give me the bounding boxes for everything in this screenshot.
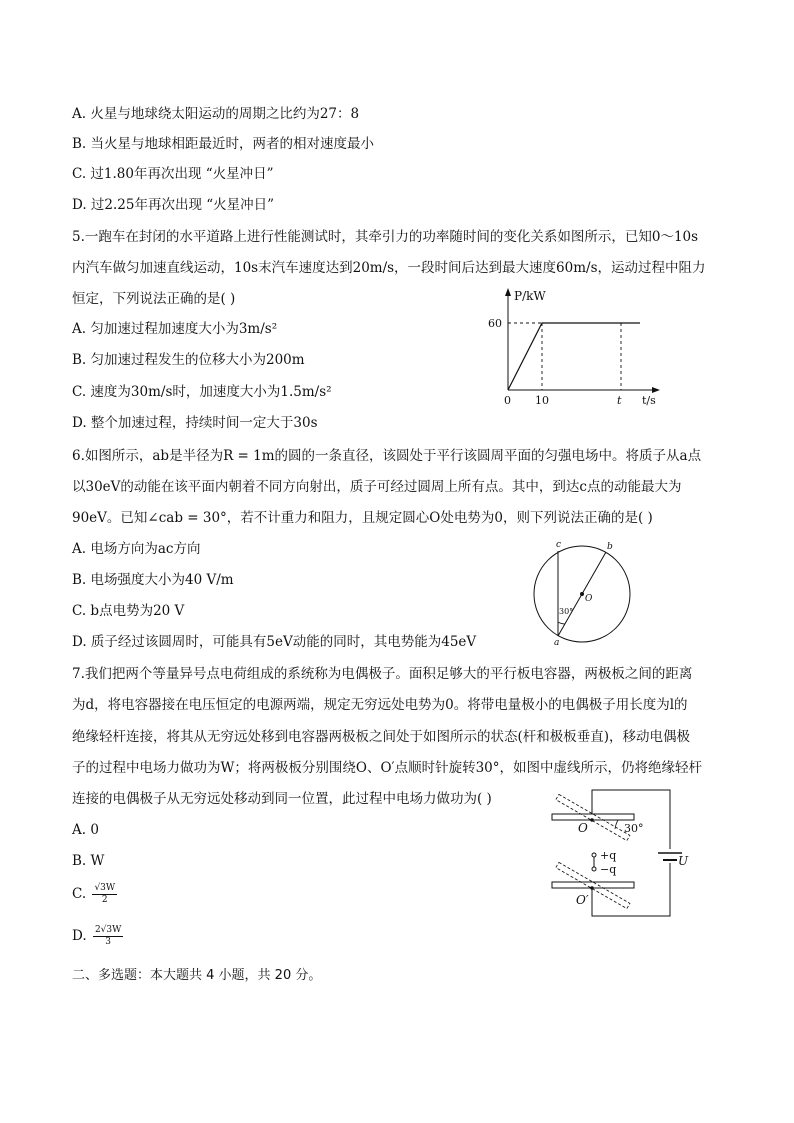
q4-option-a: A. 火星与地球绕太阳运动的周期之比约为27：8 [72, 106, 360, 122]
q6-stem-line3: 90eV。已知∠cab = 30°，若不计重力和阻力，且规定圆心O处电势为0，则下列说法正确的是( ) [72, 510, 653, 526]
graph-x-label: t/s [642, 394, 656, 407]
graph-y-label: P/kW [514, 289, 546, 303]
section-2-header: 二、多选题：本大题共 4 小题，共 20 分。 [72, 968, 322, 983]
q6-option-b: B. 电场强度大小为40 V/m [72, 572, 234, 588]
label-voltage-u: U [678, 854, 689, 868]
q7-option-a: A. 0 [72, 822, 99, 838]
label-a: a [554, 638, 560, 648]
q7-option-d-numerator: 2√3W [94, 925, 122, 935]
q5-stem-line2: 内汽车做匀加速直线运动，10s末汽车速度达到20m/s，一段时间后达到最大速度60m/s，运动过程中阻力 [72, 260, 706, 276]
q7-option-b: B. W [72, 853, 105, 869]
q5-option-a: A. 匀加速过程加速度大小为3m/s² [72, 321, 278, 337]
graph-x-origin: 0 [504, 394, 511, 407]
label-c: c [556, 540, 562, 550]
circle-field-figure [526, 536, 638, 648]
q6-option-a: A. 电场方向为ac方向 [72, 541, 201, 557]
q5-option-d: D. 整个加速过程，持续时间一定大于30s [72, 415, 318, 431]
q7-option-d-fraction [93, 925, 123, 948]
q7-stem-line1: 7.我们把两个等量异号点电荷组成的系统称为电偶极子。面积足够大的平行板电容器，两极板之间的距离 [72, 666, 693, 682]
dipole-positive-charge [592, 853, 596, 857]
q6-option-c: C. b点电势为20 V [72, 603, 185, 619]
q7-stem-line5: 连接的电偶极子从无穷远处移动到同一位置，此过程中电场力做功为( ) [72, 791, 492, 807]
q7-option-d-prefix: D. [72, 928, 87, 944]
q7-option-d-denominator: 3 [105, 937, 112, 947]
q7-stem-line4: 子的过程中电场力做功为W；将两极板分别围绕O、O′点顺时针旋转30°，如图中虚线所示，仍将绝缘轻杆 [72, 760, 703, 776]
q5-stem-line1: 5.一跑车在封闭的水平道路上进行性能测试时，其牵引力的功率随时间的变化关系如图所示，已知0～10s [72, 229, 699, 245]
label-angle-30: 30° [559, 607, 574, 616]
q4-option-d: D. 过2.25年再次出现 “火星冲日” [72, 197, 275, 213]
q7-stem-line3: 绝缘轻杆连接，将其从无穷远处移到电容器两极板之间处于如图所示的状态(杆和极板垂直)，移动电偶极 [72, 729, 691, 745]
label-plus-q: +q [600, 849, 617, 862]
q5-stem-line3: 恒定，下列说法正确的是( ) [72, 291, 236, 307]
q5-option-c: C. 速度为30m/s时，加速度大小为1.5m/s² [72, 384, 332, 400]
q4-option-b: B. 当火星与地球相距最近时，两者的相对速度最小 [72, 136, 375, 152]
graph-x-tick-t: t [617, 394, 622, 407]
q6-stem-line2: 以30eV的动能在该平面内朝着不同方向射出，质子可经过圆周上所有点。其中，到达c点的动能最大为 [72, 479, 682, 495]
q7-option-d [72, 925, 123, 948]
pivot-o-prime [590, 886, 594, 890]
label-o: O [585, 594, 593, 604]
q7-option-c-fraction [92, 883, 117, 906]
graph-x-arrow [652, 387, 660, 393]
q7-option-c-numerator: √3W [94, 883, 116, 893]
angle-arc [558, 622, 565, 624]
q7-stem-line2: 为d，将电容器接在电压恒定的电源两端，规定无穷远处电势为0。将带电量极小的电偶极子用长度为l的 [72, 697, 688, 713]
q7-option-c [72, 883, 117, 906]
q7-option-c-prefix: C. [72, 886, 87, 902]
dipole-negative-charge [592, 867, 596, 871]
center-point [580, 592, 584, 596]
label-o-prime: O′ [576, 893, 589, 907]
q6-stem-line1: 6.如图所示，ab是半径为R = 1m的圆的一条直径，该圆处于平行该圆周平面的匀强电场中。将质子从a点 [72, 448, 702, 464]
label-minus-q: −q [600, 863, 617, 876]
power-curve [508, 323, 640, 390]
q4-option-c: C. 过1.80年再次出现 “火星冲日” [72, 166, 274, 182]
graph-x-tick-10: 10 [535, 394, 549, 407]
label-b: b [607, 542, 613, 552]
label-o: O [578, 821, 588, 835]
graph-y-tick-60: 60 [488, 317, 502, 330]
q5-option-b: B. 匀加速过程发生的位移大小为200m [72, 352, 305, 368]
q6-option-d: D. 质子经过该圆周时，可能具有5eV动能的同时，其电势能为45eV [72, 634, 477, 650]
power-time-graph [480, 286, 670, 412]
pivot-o [590, 818, 594, 822]
label-angle-30: 30° [624, 822, 644, 835]
q7-option-c-denominator: 2 [101, 895, 108, 905]
capacitor-dipole-figure [546, 783, 692, 921]
graph-y-arrow [505, 288, 511, 296]
